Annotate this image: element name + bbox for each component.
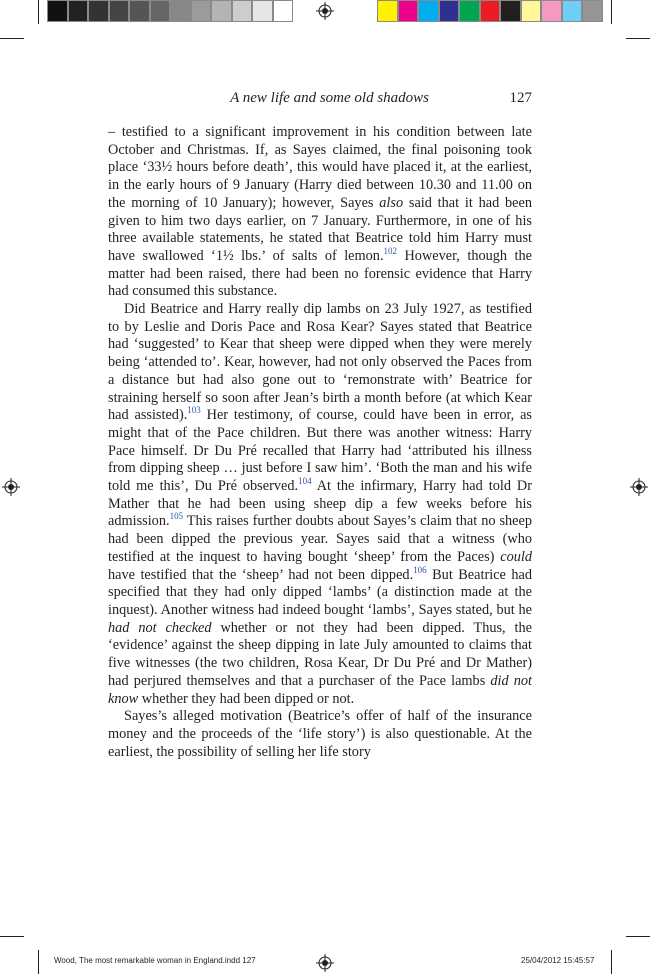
color-calibration-bar — [377, 0, 603, 22]
paragraph — [108, 708, 532, 761]
color-swatch — [88, 0, 109, 22]
page-number: 127 — [509, 90, 532, 106]
running-title: A new life and some old shadows — [230, 90, 429, 106]
text-run: Sayes’s alleged motivation (Beatrice’s offer of half of the insurance money and the proceeds of the ‘life story’) is also questionable. At the earliest, the possibility of selling her life story — [108, 708, 532, 760]
crop-mark — [0, 38, 24, 39]
color-swatch — [129, 0, 150, 22]
footnote-reference[interactable]: 102 — [383, 246, 398, 257]
text-run: said that it had been given to him two days earlier, on 7 January. Furthermore, in one of his three available statements, he stated that Beatrice told him Harry must have swallowed ‘1½ lbs.’ of salts of lemon. — [108, 194, 532, 264]
color-swatch — [377, 0, 398, 22]
crop-mark — [38, 0, 39, 24]
text-run: Her testimony, of course, could have been in error, as might that of the Pace children. But there was another witness: Harry Pace himself. Dr Du Pré recalled that Harry had ‘attributed his illness from dipping sheep … just before I saw him’. ‘Both the man and his wife told me this’, Du Pré observed. — [108, 407, 532, 495]
color-swatch — [211, 0, 232, 22]
color-swatch — [68, 0, 89, 22]
text-run: have testified that the ‘sheep’ had not been dipped. — [108, 566, 414, 583]
paragraph — [108, 124, 532, 301]
crop-mark — [611, 0, 612, 24]
italic-text: could — [500, 548, 532, 565]
registration-target-icon — [2, 478, 20, 496]
registration-target-icon — [630, 478, 648, 496]
grayscale-calibration-bar — [47, 0, 293, 22]
italic-text: did not know — [108, 672, 532, 707]
italic-text: had not checked — [108, 619, 212, 636]
slug-file-info: Wood, The most remarkable woman in England.indd 127 — [54, 956, 256, 965]
color-swatch — [252, 0, 273, 22]
color-swatch — [541, 0, 562, 22]
registration-target-icon — [316, 2, 334, 20]
color-swatch — [439, 0, 460, 22]
color-swatch — [398, 0, 419, 22]
text-run: This raises further doubts about Sayes’s claim that no sheep had been dipped the previous year. Sayes said that a witness (who testified at the inquest to having bought ‘sheep’ from the Paces) — [108, 513, 532, 565]
text-run: – testified to a significant improvement in his condition between late October and Christmas. If, as Sayes claimed, the final poisoning took place ‘33½ hours before death’, this would have placed it, at the earliest, in the early hours of 9 January (Harry died between 10.30 and 11.00 on the morning of 10 January); however, Sayes — [108, 124, 532, 211]
text-run: At the infirmary, Harry had told Dr Mather that he had been using sheep dip a few weeks before his admission. — [108, 478, 532, 530]
footnote-reference[interactable]: 105 — [169, 511, 184, 522]
paragraph — [108, 301, 532, 708]
color-swatch — [232, 0, 253, 22]
color-swatch — [273, 0, 294, 22]
color-swatch — [582, 0, 603, 22]
body-text — [108, 124, 532, 761]
color-swatch — [150, 0, 171, 22]
color-swatch — [109, 0, 130, 22]
text-run: whether or not they had been dipped. Thus, the ‘evidence’ against the sheep dipping in late July amounted to claims that five witnesses (the two children, Rosa Kear, Dr Du Pré and Dr Mather) had perjured themselves and that a purchaser of the Pace lambs — [108, 619, 532, 689]
text-run: Did Beatrice and Harry really dip lambs on 23 July 1927, as testified to by Leslie and Doris Pace and Rosa Kear? Sayes stated that Beatrice had ‘suggested’ to Kear that sheep were dipped when they were merely being ‘attended to’. Kear, however, had not only observed the Paces from a distance but had also gone out to ‘remonstrate with’ Beatrice for straining herself so soon after Jean’s birth a month before (at which Kear had assisted). — [108, 301, 532, 424]
color-swatch — [500, 0, 521, 22]
footnote-reference[interactable]: 106 — [413, 564, 427, 575]
color-swatch — [191, 0, 212, 22]
italic-text: also — [379, 194, 404, 211]
color-swatch — [170, 0, 191, 22]
crop-mark — [626, 936, 650, 937]
color-swatch — [521, 0, 542, 22]
text-run: whether they had been dipped or not. — [138, 690, 355, 707]
color-swatch — [47, 0, 68, 22]
crop-mark — [38, 950, 39, 974]
crop-mark — [0, 936, 24, 937]
slug-timestamp: 25/04/2012 15:45:57 — [521, 956, 595, 965]
text-run: But Beatrice had specified that they had only dipped ‘lambs’ (a distinction made at the inquest). Another witness had indeed bought ‘lambs’, Sayes stated, but he — [108, 566, 533, 618]
color-swatch — [562, 0, 583, 22]
color-swatch — [418, 0, 439, 22]
crop-mark — [611, 950, 612, 974]
running-header — [108, 90, 532, 110]
color-swatch — [480, 0, 501, 22]
registration-target-icon — [316, 954, 334, 972]
crop-mark — [626, 38, 650, 39]
color-swatch — [459, 0, 480, 22]
footnote-reference[interactable]: 103 — [187, 405, 201, 416]
footnote-reference[interactable]: 104 — [298, 476, 312, 487]
text-run: However, though the matter had been raised, there had been no forensic evidence that Harry had consumed this substance. — [108, 247, 532, 300]
